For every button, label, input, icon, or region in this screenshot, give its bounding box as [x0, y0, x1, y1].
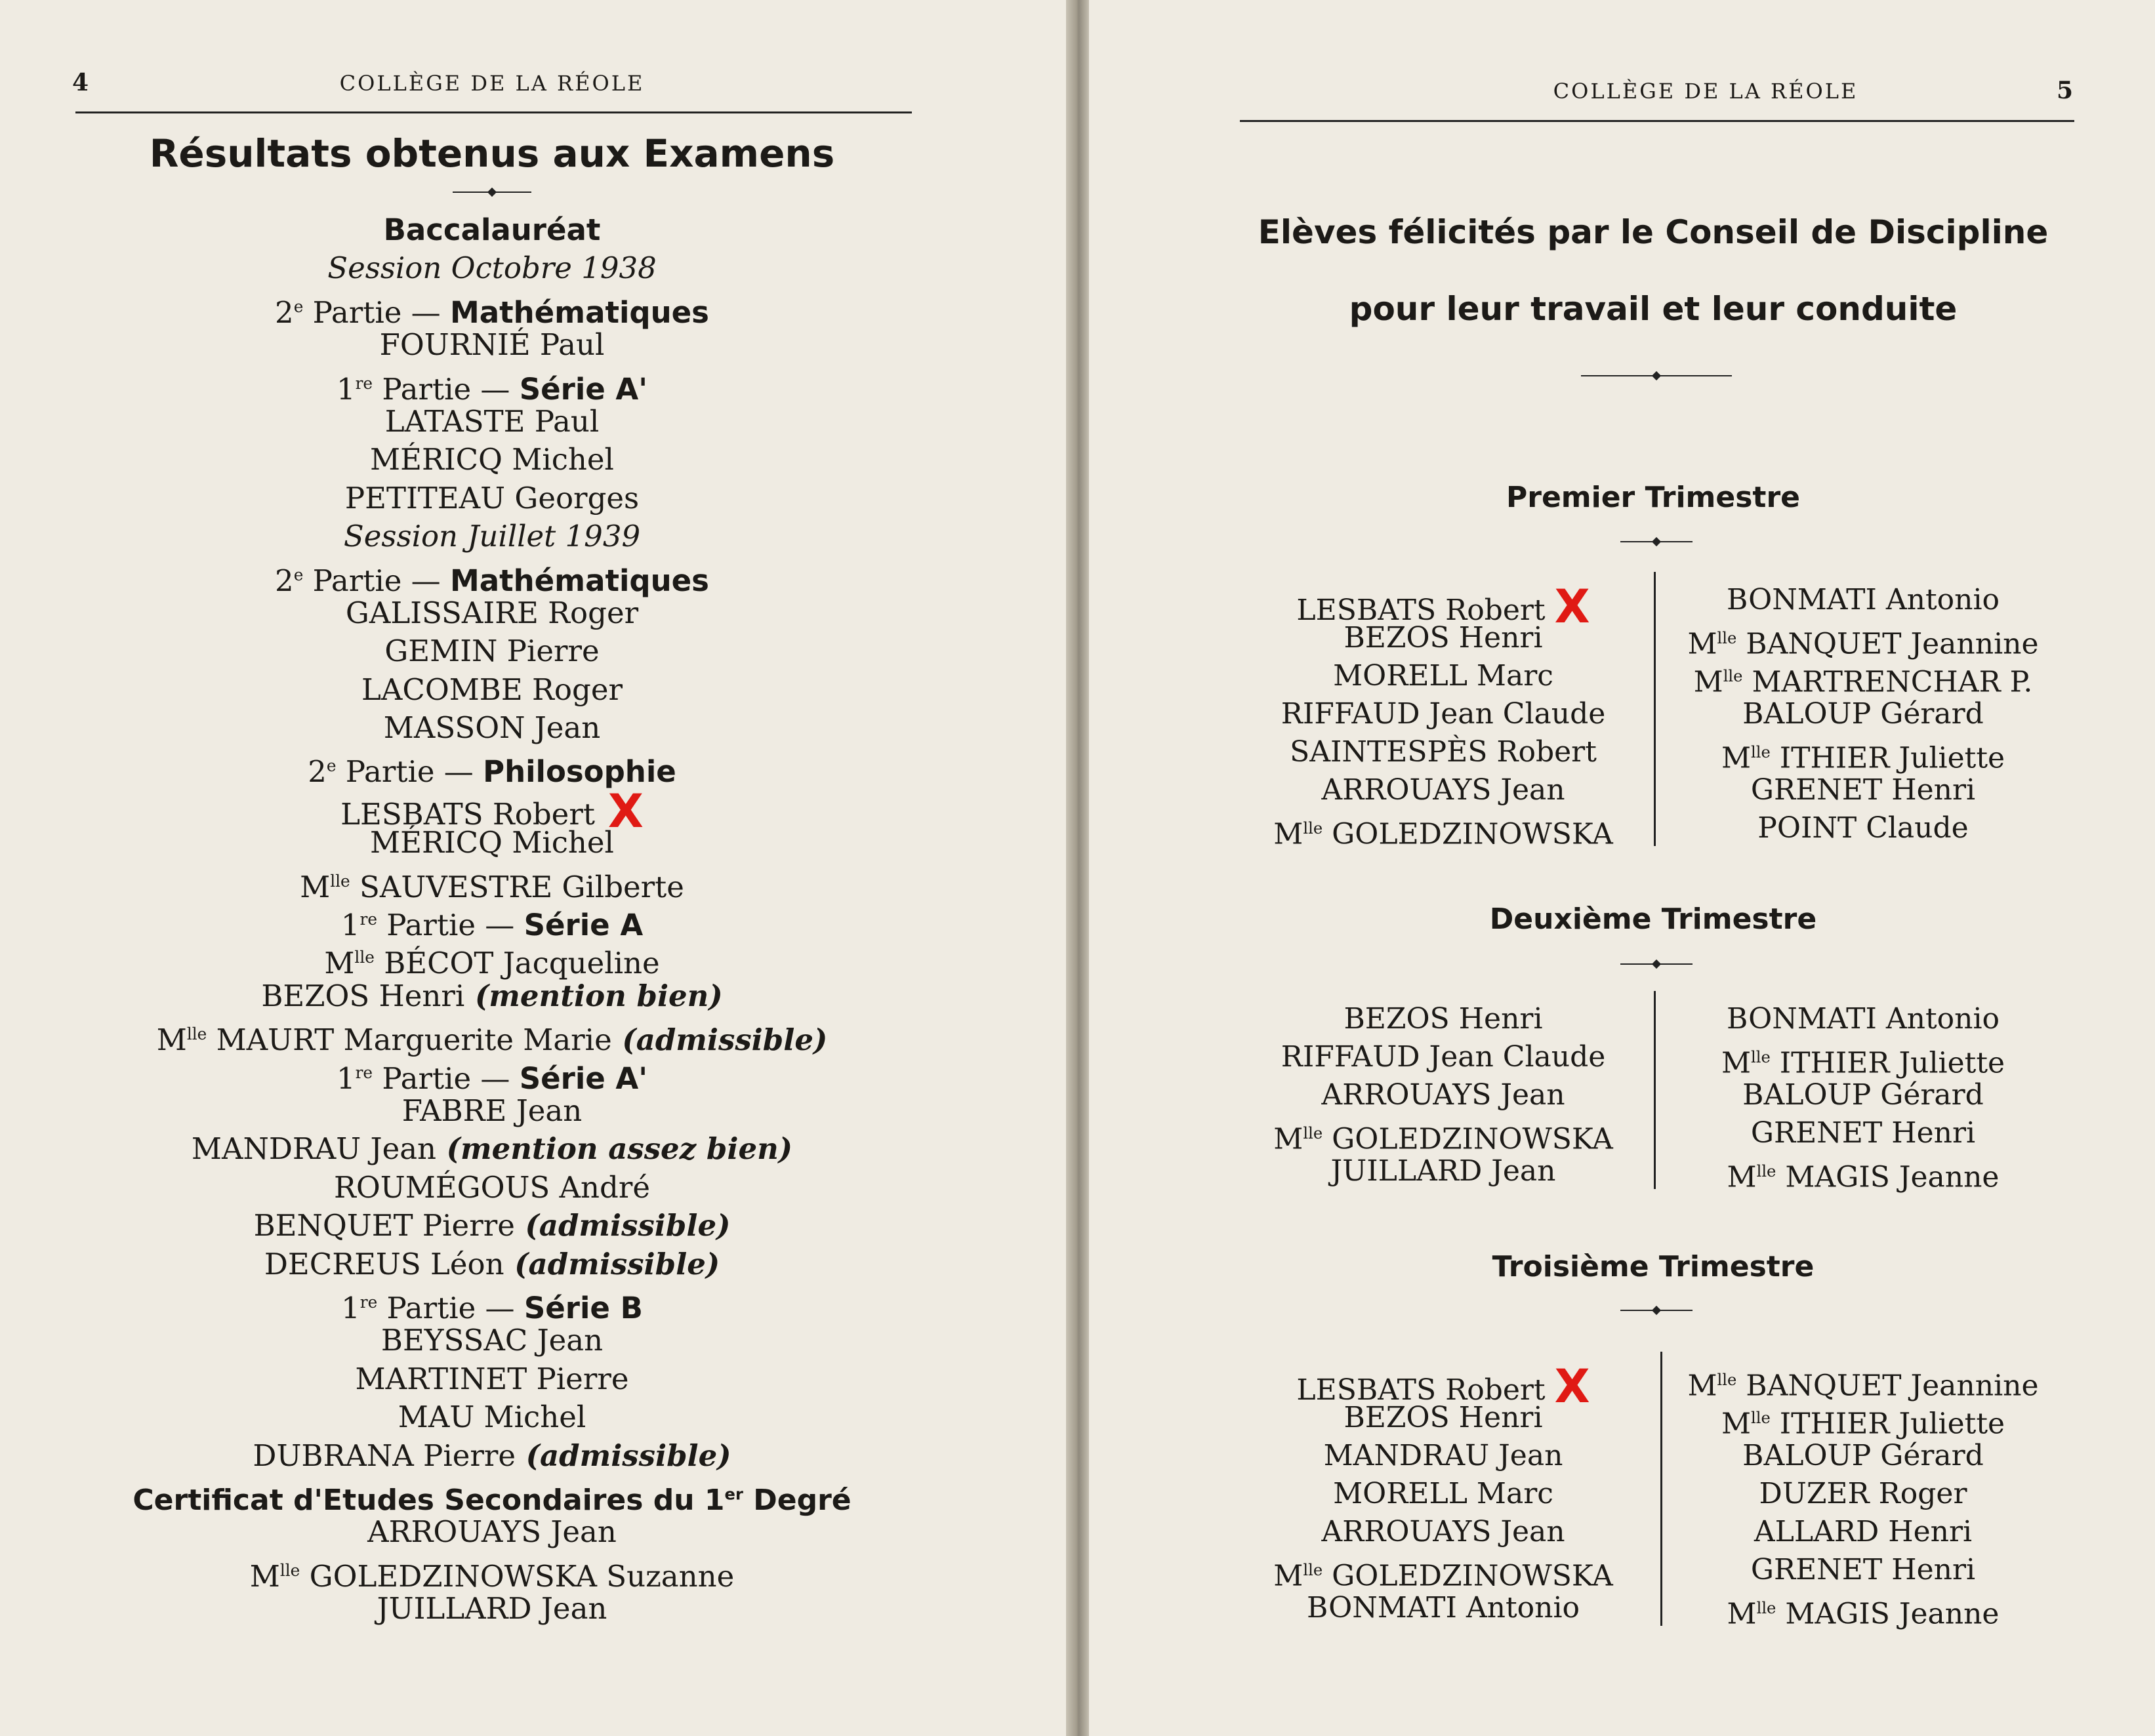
ornament-divider — [1581, 375, 1732, 376]
student-entry: $M^{lle}$ ITHIER Juliette — [1721, 1407, 2005, 1441]
student-entry — [92, 1092, 892, 1130]
entry-text: GEMIN Pierre — [384, 634, 600, 669]
running-head: COLLÈGE DE LA RÉOLE — [339, 71, 645, 96]
student-entry: $M^{lle}$ GOLEDZINOWSKA — [1273, 1559, 1613, 1593]
entry-text: Certificat d'Etudes Secondaires du 1er Degré — [133, 1483, 852, 1517]
right-name-column — [1666, 1361, 2060, 1631]
student-entry: $M^{lle}$ ITHIER Juliette — [1721, 1046, 2005, 1080]
student-entry: $M^{lle}$ ITHIER Juliette — [1721, 741, 2005, 775]
entry-text: PETITEAU Georges — [344, 480, 640, 515]
entry-text: 2e Partie — Mathématiques — [275, 563, 709, 598]
entry-text: 1re Partie — Série A' — [336, 371, 648, 407]
ornament-divider — [1620, 963, 1693, 965]
student-entry — [92, 1552, 892, 1594]
student-entry: $M^{lle}$ MAGIS Jeanne — [1727, 1597, 2000, 1631]
page-title: Résultats obtenus aux Examens — [149, 131, 835, 176]
student-entry: ALLARD Henri — [1754, 1515, 1973, 1548]
entry-text: 1re Partie — Série B — [341, 1290, 643, 1325]
part-heading — [92, 365, 892, 407]
entry-text: DECREUS Léon — [264, 1246, 504, 1282]
part-heading — [92, 747, 892, 790]
entry-text: 1re Partie — Série A — [340, 908, 644, 943]
student-entry: BALOUP Gérard — [1742, 697, 1984, 731]
student-entry: BALOUP Gérard — [1742, 1439, 1984, 1472]
student-entry: BALOUP Gérard — [1742, 1078, 1984, 1112]
student-entry — [92, 1130, 892, 1168]
page-subtitle: pour leur travail et leur conduite — [1349, 290, 1958, 328]
student-entry — [92, 632, 892, 670]
student-entry: LESBATS Robert X — [1296, 1360, 1590, 1413]
student-entry: DUZER Roger — [1759, 1477, 1967, 1510]
student-entry: SAINTESPÈS Robert — [1290, 735, 1597, 769]
student-entry — [92, 1207, 892, 1245]
entry-text: MÉRICQ Michel — [370, 825, 614, 860]
session-heading — [92, 249, 892, 287]
trimester-heading: Premier Trimestre — [1506, 481, 1800, 514]
student-entry — [92, 1169, 892, 1207]
page-title: Elèves félicités par le Conseil de Discipline — [1258, 213, 2049, 251]
entry-text: 1re Partie — Série A' — [336, 1060, 648, 1096]
entry-text: JUILLARD Jean — [377, 1591, 607, 1626]
student-entry — [92, 1322, 892, 1360]
student-entry — [92, 1398, 892, 1436]
trimester-heading: Troisième Trimestre — [1492, 1250, 1815, 1283]
page-number: 4 — [72, 69, 89, 96]
result-note: (mention bien) — [464, 978, 723, 1013]
entry-text: $M^{lle}$ SAUVESTRE Gilberte — [300, 869, 684, 904]
ornament-divider — [453, 192, 531, 193]
entry-text: BENQUET Pierre — [253, 1208, 515, 1243]
right-name-column — [1666, 581, 2060, 847]
page-number: 5 — [2057, 77, 2074, 104]
student-entry: $M^{lle}$ MAGIS Jeanne — [1727, 1160, 2000, 1194]
student-entry: $M^{lle}$ GOLEDZINOWSKA — [1273, 1122, 1613, 1156]
entry-text: $M^{lle}$ GOLEDZINOWSKA Suzanne — [249, 1558, 735, 1594]
left-page — [0, 0, 1066, 1736]
student-entry: $M^{lle}$ BANQUET Jeannine — [1687, 627, 2039, 661]
header-rule — [75, 111, 912, 113]
column-divider — [1660, 1352, 1662, 1626]
student-entry — [92, 479, 892, 517]
entry-text: BEYSSAC Jean — [380, 1323, 604, 1358]
certificate-heading — [92, 1475, 892, 1517]
trimester-heading: Deuxième Trimestre — [1489, 902, 1817, 936]
ornament-divider — [1620, 1310, 1693, 1311]
student-entry: ARROUAYS Jean — [1321, 773, 1565, 807]
entry-text: MASSON Jean — [383, 710, 601, 746]
red-x-mark: X — [607, 784, 644, 838]
student-entry: GRENET Henri — [1750, 1116, 1976, 1150]
exam-results-list — [92, 211, 892, 1628]
session-heading — [92, 517, 892, 555]
left-name-column — [1253, 580, 1633, 851]
student-entry: $M^{lle}$ GOLEDZINOWSKA — [1273, 817, 1613, 851]
student-entry: $M^{lle}$ MARTRENCHAR P. — [1693, 665, 2033, 699]
student-entry — [92, 1245, 892, 1283]
student-entry: ARROUAYS Jean — [1321, 1515, 1565, 1548]
student-entry — [92, 709, 892, 747]
student-entry — [92, 1360, 892, 1398]
student-entry — [92, 1437, 892, 1475]
right-name-column — [1666, 1000, 2060, 1194]
student-entry: RIFFAUD Jean Claude — [1281, 1040, 1606, 1074]
entry-text: Session Juillet 1939 — [343, 519, 641, 554]
entry-text: MANDRAU Jean — [191, 1131, 437, 1167]
entry-text: FABRE Jean — [401, 1093, 583, 1128]
left-name-column — [1253, 1361, 1633, 1627]
result-note: (mention assez bien) — [436, 1131, 793, 1167]
student-entry: BONMATI Antonio — [1726, 1002, 2000, 1036]
entry-text: Session Octobre 1938 — [327, 251, 657, 286]
entry-text: FOURNIÉ Paul — [379, 327, 605, 363]
student-entry: MANDRAU Jean — [1323, 1439, 1563, 1472]
entry-text: MARTINET Pierre — [355, 1361, 629, 1396]
result-note: (admissible) — [514, 1208, 731, 1243]
student-entry — [92, 1590, 892, 1628]
column-divider — [1654, 572, 1656, 846]
entry-text: $M^{lle}$ BÉCOT Jacqueline — [324, 946, 660, 981]
part-heading — [92, 288, 892, 330]
entry-text: MÉRICQ Michel — [370, 442, 614, 477]
result-note: (admissible) — [516, 1438, 731, 1473]
right-page — [1089, 0, 2155, 1736]
column-divider — [1654, 991, 1656, 1189]
student-entry: MORELL Marc — [1333, 659, 1553, 693]
student-entry: MORELL Marc — [1333, 1477, 1553, 1510]
header-rule — [1240, 120, 2074, 122]
student-entry: BEZOS Henri — [1344, 1401, 1543, 1434]
entry-text: 2e Partie — Mathématiques — [275, 294, 709, 330]
student-entry — [92, 441, 892, 479]
running-head: COLLÈGE DE LA RÉOLE — [1553, 79, 1858, 104]
entry-text: BEZOS Henri — [261, 978, 465, 1013]
student-entry: POINT Claude — [1757, 811, 1969, 845]
student-entry: BEZOS Henri — [1344, 621, 1543, 655]
entry-text: DUBRANA Pierre — [253, 1438, 516, 1473]
part-heading — [92, 556, 892, 598]
entry-text: ROUMÉGOUS André — [334, 1169, 650, 1205]
student-entry — [92, 1513, 892, 1551]
student-entry: RIFFAUD Jean Claude — [1281, 697, 1606, 731]
part-heading — [92, 900, 892, 943]
section-heading — [92, 211, 892, 249]
ornament-divider — [1620, 541, 1693, 542]
book-gutter — [1066, 0, 1089, 1736]
entry-text: $M^{lle}$ MAURT Marguerite Marie — [156, 1022, 612, 1058]
student-entry: JUILLARD Jean — [1330, 1154, 1556, 1188]
entry-text: LESBATS Robert — [340, 796, 595, 832]
part-heading — [92, 1054, 892, 1096]
result-note: (admissible) — [504, 1246, 720, 1282]
entry-text: ARROUAYS Jean — [367, 1514, 617, 1550]
student-entry: BEZOS Henri — [1344, 1002, 1543, 1036]
student-entry — [92, 403, 892, 441]
student-entry — [92, 977, 892, 1015]
student-entry — [92, 671, 892, 709]
student-entry — [92, 326, 892, 364]
student-entry: BONMATI Antonio — [1306, 1591, 1580, 1625]
red-x-mark: X — [1554, 1360, 1590, 1413]
entry-text: 2e Partie — Philosophie — [308, 754, 676, 790]
student-entry — [92, 862, 892, 904]
student-entry: GRENET Henri — [1750, 1553, 1976, 1586]
red-x-mark: X — [1554, 580, 1590, 634]
student-entry — [92, 1015, 892, 1058]
entry-text: LATASTE Paul — [384, 403, 600, 439]
student-entry: GRENET Henri — [1750, 773, 1976, 807]
student-entry — [92, 824, 892, 862]
entry-text: LACOMBE Roger — [361, 672, 623, 707]
left-name-column — [1253, 1000, 1633, 1190]
student-entry — [92, 784, 892, 838]
student-entry: BONMATI Antonio — [1726, 583, 2000, 616]
part-heading — [92, 1283, 892, 1325]
entry-text: MAU Michel — [398, 1400, 586, 1435]
student-entry: $M^{lle}$ BANQUET Jeannine — [1687, 1369, 2039, 1403]
student-entry — [92, 939, 892, 981]
entry-text: Baccalauréat — [383, 212, 601, 247]
student-entry: ARROUAYS Jean — [1321, 1078, 1565, 1112]
entry-text: GALISSAIRE Roger — [345, 595, 639, 630]
student-entry — [92, 594, 892, 632]
result-note: (admissible) — [611, 1022, 828, 1058]
student-entry: LESBATS Robert X — [1296, 580, 1590, 634]
